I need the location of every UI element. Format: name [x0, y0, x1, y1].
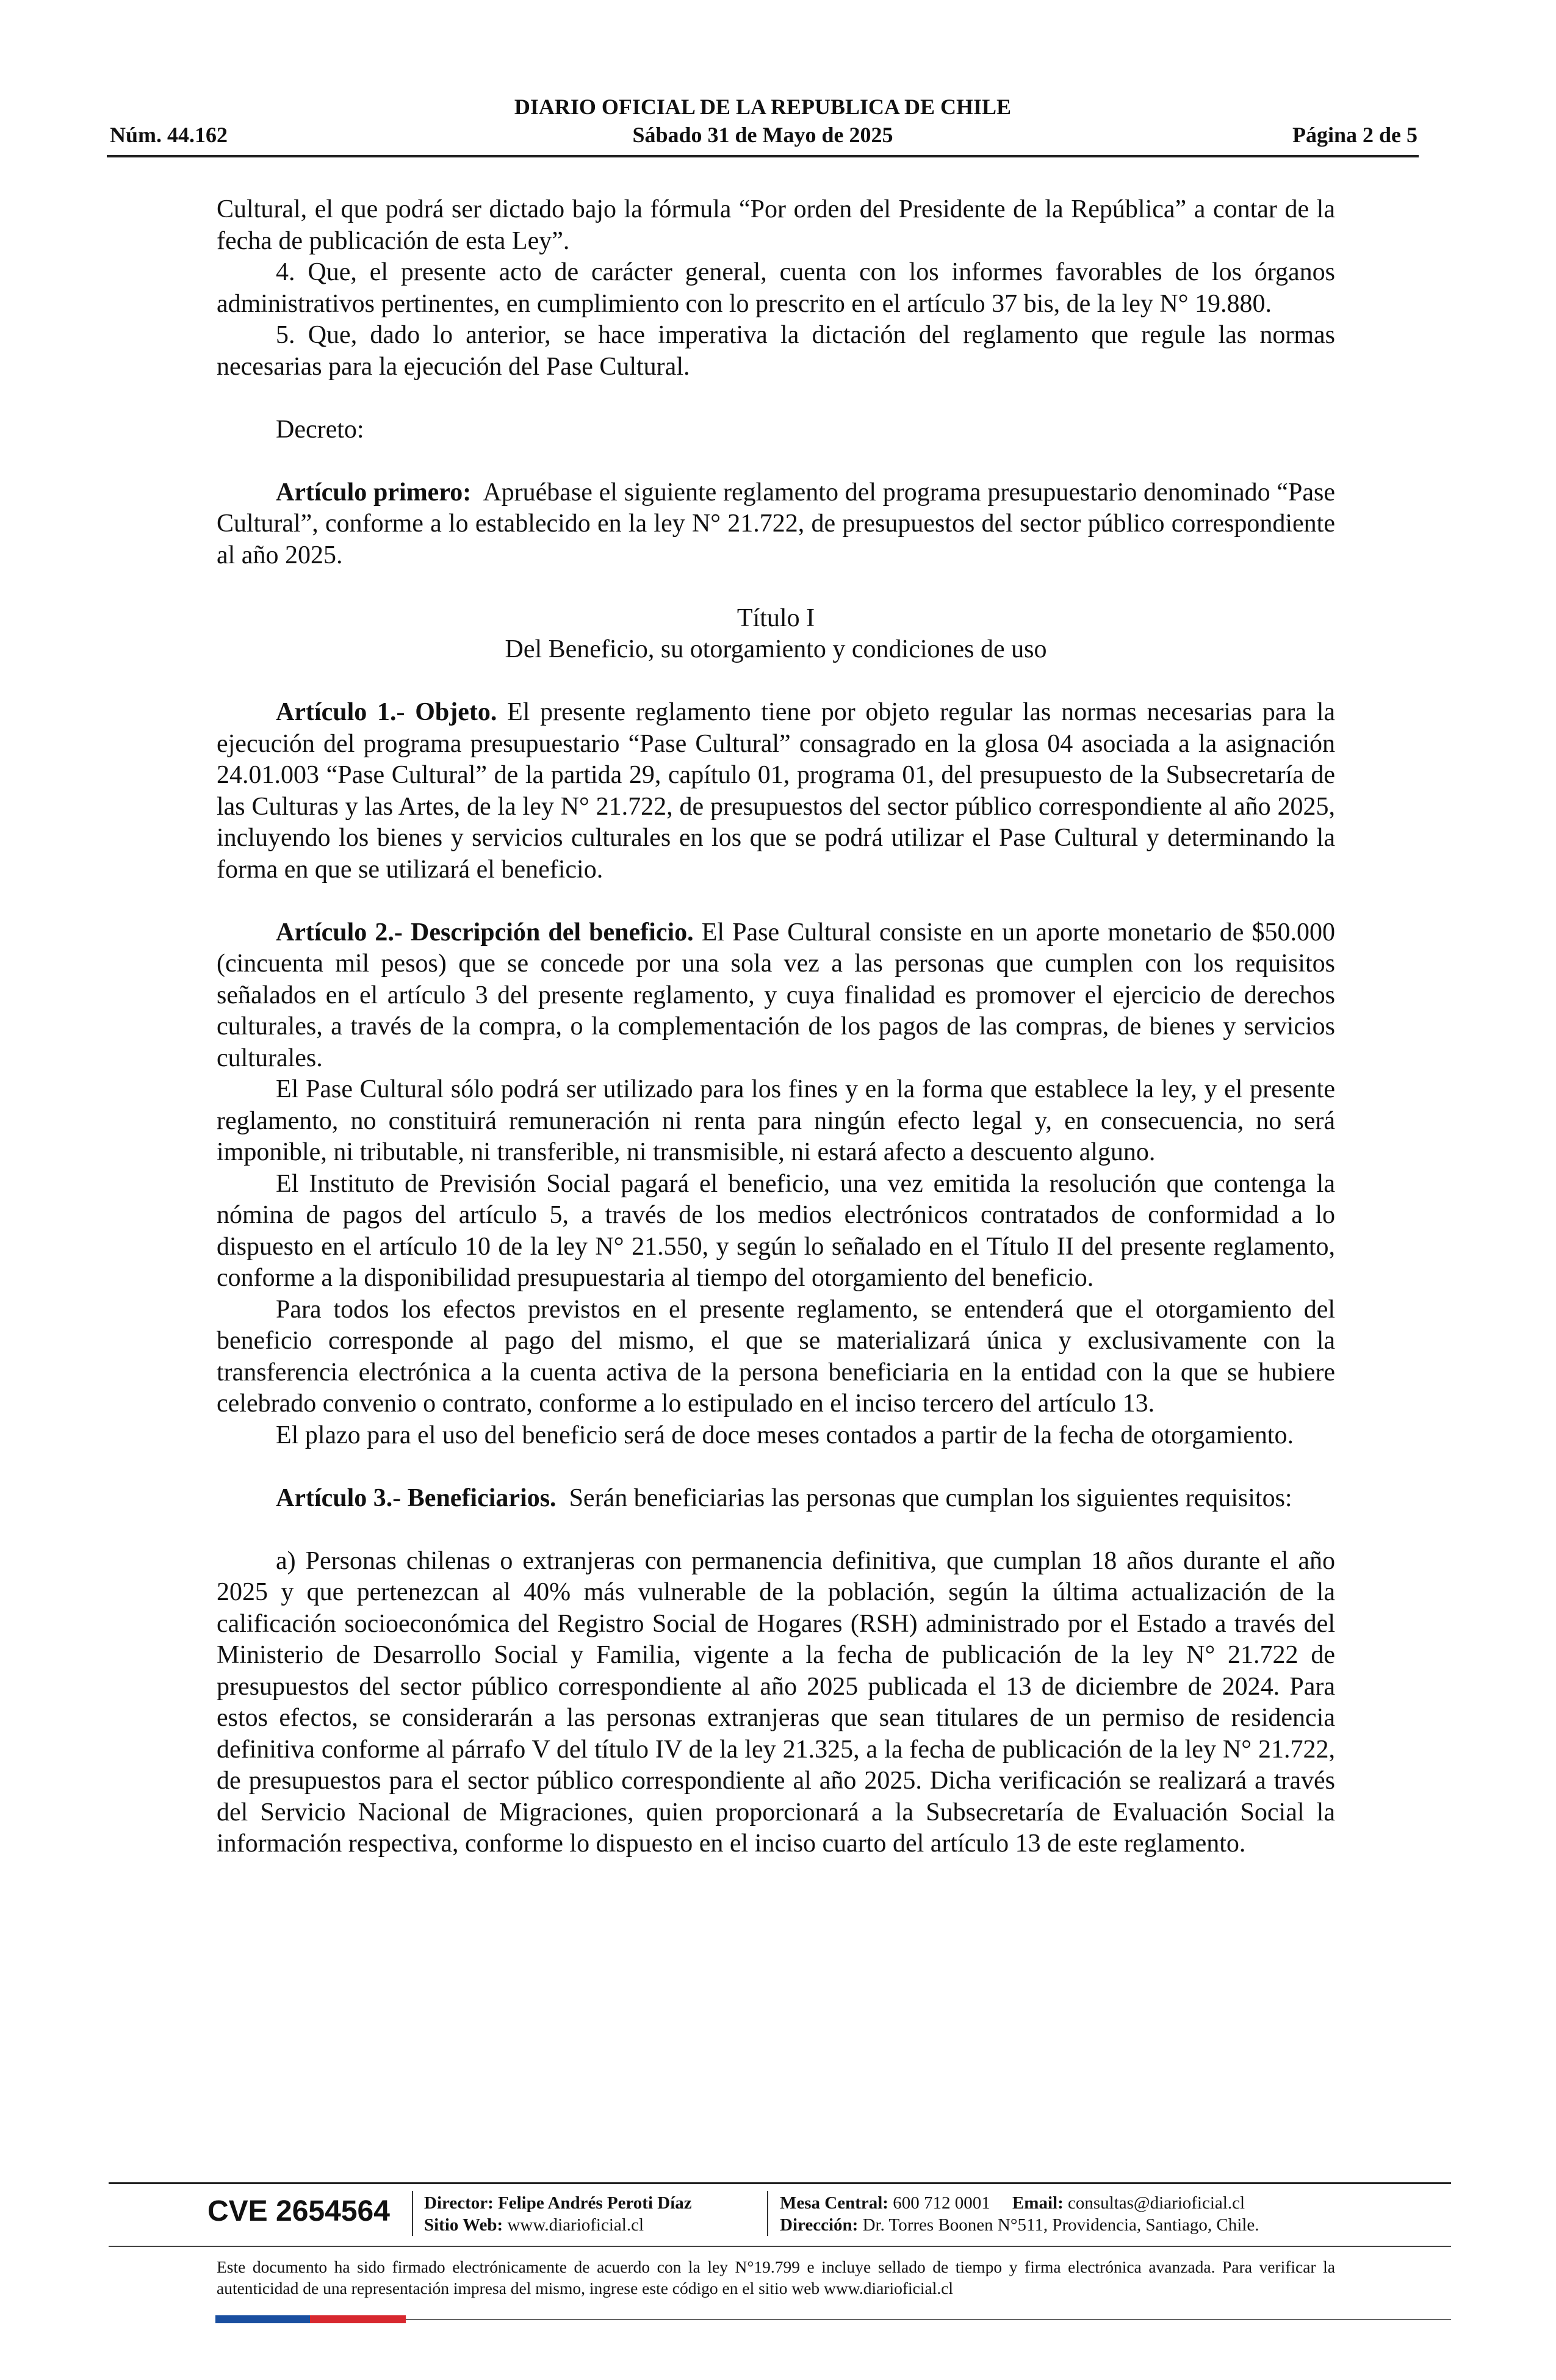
- paragraph: El plazo para el uso del beneficio será de doce meses contados a partir de la fecha de otorgamiento.: [276, 1421, 1294, 1449]
- title-subheading: Del Beneficio, su otorgamiento y condiciones de uso: [505, 635, 1047, 663]
- article-text: Serán beneficiarias las personas que cumplan los siguientes requisitos:: [569, 1484, 1292, 1512]
- article-text: El presente reglamento tiene por objeto regular las normas necesarias para la ejecución del programa presupuestario “Pase Cultural” consagrado en la glosa 04 asociada a la asignación 24.01.003 “Pase Cultural” de la partida 29, capítulo 01, programa 01, del presupuesto de la Subsecretaría de las Culturas y las Artes, de la ley N° 21.722, de presupuestos del sector público correspondiente al año 2025, incluyendo los bienes y servicios culturales en los que se podrá utilizar el Pase Cultural y determinando la forma en que se utilizará el beneficio.: [217, 698, 1336, 884]
- issue-date: Sábado 31 de Mayo de 2025: [632, 123, 893, 147]
- director-label: Director:: [424, 2193, 494, 2213]
- paragraph: Cultural, el que podrá ser dictado bajo la fórmula “Por orden del Presidente de la República” a contar de la fecha de publicación de esta Ley”.: [217, 195, 1335, 255]
- document-body: [217, 194, 1335, 1860]
- direccion-label: Dirección:: [780, 2215, 859, 2235]
- director-name: Felipe Andrés Peroti Díaz: [498, 2193, 692, 2213]
- flag-stripe-red: [310, 2315, 406, 2323]
- footer-separator: [412, 2191, 413, 2236]
- direccion-text: Dr. Torres Boonen N°511, Providencia, Santiago, Chile.: [862, 2215, 1259, 2235]
- article-2: [217, 917, 1335, 1075]
- article-label: Artículo primero:: [276, 478, 472, 507]
- cve-code: CVE 2654564: [207, 2195, 390, 2227]
- paragraph: Para todos los efectos previstos en el presente reglamento, se entenderá que el otorgamiento del beneficio corresponde al pago del mismo, el que se materializará única y exclusivamente con la transferencia electrónica a la cuenta activa de la persona beneficiaria en la entidad con la que se hubiere celebrado convenio o contrato, conforme a lo estipulado en el inciso tercero del artículo 13.: [217, 1295, 1335, 1418]
- web-label: Sitio Web:: [424, 2215, 503, 2235]
- footer-director-block: [424, 2192, 692, 2236]
- decreto-heading: Decreto:: [276, 415, 364, 444]
- article-label: Artículo 1.- Objeto.: [276, 698, 497, 726]
- paragraph: El Pase Cultural sólo podrá ser utilizado para los fines y en la forma que establece la ley, y el presente reglamento, no constituirá remuneración ni renta para ningún efecto legal y, en consecuencia, no será imponible, ni tributable, ni transferible, ni transmisible, ni estará afecto a descuento alguno.: [217, 1075, 1335, 1166]
- paragraph: a) Personas chilenas o extranjeras con permanencia definitiva, que cumplan 18 años durante el año 2025 y que pertenezcan al 40% más vulnerable de la población, según la última actualización de la calificación socioeconómica del Registro Social de Hogares (RSH) administrado por el Estado a través del Ministerio de Desarrollo Social y Familia, vigente a la fecha de publicación de la ley N° 21.722 de presupuestos del sector público correspondiente al año 2025 publicada el 13 de diciembre de 2024. Para estos efectos, se considerarán a las personas extranjeras que sean titulares de un permiso de residencia definitiva conforme al párrafo V del título IV de la ley 21.325, a la fecha de publicación de la ley N° 21.722, de presupuestos para el sector público correspondiente al año 2025. Dicha verificación se realizará a través del Servicio Nacional de Migraciones, quien proporcionará a la Subsecretaría de Evaluación Social la información respectiva, conforme lo dispuesto en el inciso cuarto del artículo 13 de este reglamento.: [217, 1546, 1335, 1858]
- article-label: Artículo 3.- Beneficiarios.: [276, 1484, 556, 1512]
- footer-divider: [406, 2319, 1451, 2320]
- publication-name: DIARIO OFICIAL DE LA REPUBLICA DE CHILE: [514, 95, 1012, 119]
- flag-stripe-blue: [215, 2315, 310, 2323]
- mesa-phone: 600 712 0001: [893, 2193, 990, 2213]
- web-link[interactable]: www.diarioficial.cl: [507, 2215, 644, 2235]
- page-header: [107, 93, 1419, 157]
- paragraph: 5. Que, dado lo anterior, se hace imperativa la dictación del reglamento que regule las normas necesarias para la ejecución del Pase Cultural.: [217, 321, 1335, 381]
- article-primero: [217, 477, 1335, 572]
- paragraph: 4. Que, el presente acto de carácter general, cuenta con los informes favorables de los órganos administrativos pertinentes, en cumplimiento con lo prescrito en el artículo 37 bis, de la ley N° 19.880.: [217, 258, 1335, 318]
- paragraph: El Instituto de Previsión Social pagará el beneficio, una vez emitida la resolución que contenga la nómina de pagos del artículo 5, a través de los medios electrónicos contratados de conformidad a lo dispuesto en el artículo 10 de la ley N° 21.550, y según lo señalado en el Título II del presente reglamento, conforme a la disponibilidad presupuestaria al tiempo del otorgamiento del beneficio.: [217, 1169, 1335, 1292]
- footer-divider: [109, 2182, 1451, 2184]
- article-1: [217, 697, 1335, 885]
- title-heading: Título I: [737, 604, 815, 632]
- article-label: Artículo 2.- Descripción del beneficio.: [276, 918, 694, 947]
- article-text: Apruébase el siguiente reglamento del programa presupuestario denominado “Pase Cultural”, conforme a lo establecido en la ley N° 21.722, de presupuestos del sector público correspondiente al año 2025.: [217, 478, 1336, 569]
- issue-number: Núm. 44.162: [110, 123, 228, 147]
- footer-contact-block: [780, 2192, 1259, 2236]
- page-number: Página 2 de 5: [1292, 123, 1417, 147]
- article-3: [217, 1483, 1335, 1515]
- signature-note: Este documento ha sido firmado electrónicamente de acuerdo con la ley N°19.799 e incluye sellado de tiempo y firma electrónica avanzada. Para verificar la autenticidad de una representación impresa del mismo, ingrese este código en el sitio web www.diarioficial.cl: [217, 2257, 1335, 2298]
- email-label: Email:: [1012, 2193, 1064, 2213]
- footer-separator: [767, 2191, 768, 2236]
- mesa-label: Mesa Central:: [780, 2193, 888, 2213]
- footer-divider: [109, 2246, 1451, 2247]
- article-text: El Pase Cultural consiste en un aporte monetario de $50.000 (cincuenta mil pesos) que se concede por una sola vez a las personas que cumplen con los requisitos señalados en el artículo 3 del presente reglamento, y cuya finalidad es promover el ejercicio de derechos culturales, a través de la compra, o la complementación de los pagos de las compras, de bienes y servicios culturales.: [217, 918, 1335, 1072]
- email-link[interactable]: consultas@diarioficial.cl: [1068, 2193, 1245, 2213]
